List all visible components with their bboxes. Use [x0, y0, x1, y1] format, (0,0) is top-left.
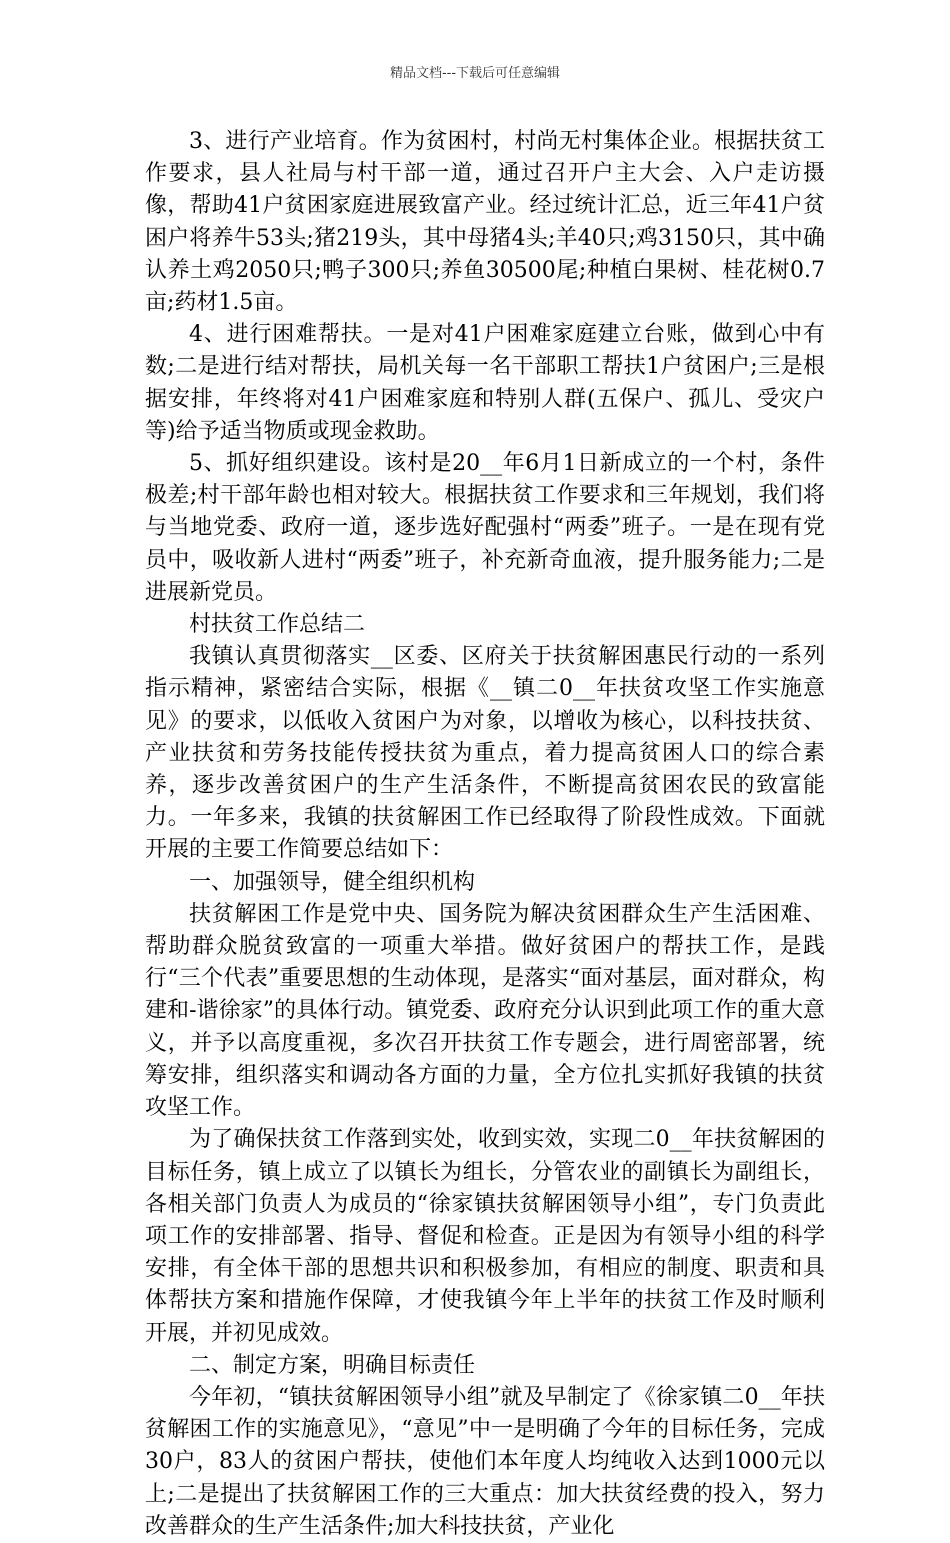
- page-header: 精品文档---下载后可任意编辑: [389, 66, 561, 81]
- document-body: [145, 126, 825, 1543]
- paragraph-plan: 今年初，“镇扶贫解困领导小组”就及早制定了《徐家镇二0__年扶贫解困工作的实施意见》，“意见”中一是明确了今年的目标任务，完成30户，83人的贫困户帮扶，使他们本年度人均纯收入达到1000元以上;二是提出了扶贫解困工作的三大重点：加大扶贫经费的投入，努力改善群众的生产生活条件;加大科技扶贫，产业化: [145, 1384, 825, 1539]
- paragraph-industry: 3、进行产业培育。作为贫困村，村尚无村集体企业。根据扶贫工作要求，县人社局与村干部一道，通过召开户主大会、入户走访摄像，帮助41户贫困家庭进展致富产业。经过统计汇总，近三年41户贫困户将养牛53头;猪219头，其中母猪4头;羊40只;鸡3150只，其中确认养土鸡2050只;鸭子300只;养鱼30500尾;种植白果树、桂花树0.7亩;药材1.5亩。: [145, 129, 825, 316]
- paragraph-assistance: 4、进行困难帮扶。一是对41户困难家庭建立台账，做到心中有数;二是进行结对帮扶，局机关每一名干部职工帮扶1户贫困户;三是根据安排，年终将对41户困难家庭和特别人群(五保户、孤儿、受灾户等)给予适当物质或现金救助。: [145, 322, 825, 444]
- paragraph-intro: 我镇认真贯彻落实__区委、区府关于扶贫解困惠民行动的一系列指示精神，紧密结合实际，根据《__镇二0__年扶贫攻坚工作实施意见》的要求，以低收入贫困户为对象，以增收为核心，以科技扶贫、产业扶贫和劳务技能传授扶贫为重点，着力提高贫困人口的综合素养，逐步改善贫困户的生产生活条件，不断提高贫困农民的致富能力。一年多来，我镇的扶贫解困工作已经取得了阶段性成效。下面就开展的主要工作简要总结如下：: [145, 644, 825, 863]
- paragraph-organization: 5、抓好组织建设。该村是20__年6月1日新成立的一个村，条件极差;村干部年龄也相对较大。根据扶贫工作要求和三年规划，我们将与当地党委、政府一道，逐步选好配强村“两委”班子。一是在现有党员中，吸收新人进村“两委”班子，补充新奇血液，提升服务能力;二是进展新党员。: [145, 451, 825, 605]
- paragraph-leadership: 扶贫解困工作是党中央、国务院为解决贫困群众生产生活困难、帮助群众脱贫致富的一项重大举措。做好贫困户的帮扶工作，是践行“三个代表”重要思想的生动体现，是落实“面对基层，面对群众，构建和-谐徐家”的具体行动。镇党委、政府充分认识到此项工作的重大意义，并予以高度重视，多次召开扶贫工作专题会，进行周密部署，统筹安排，组织落实和调动各方面的力量，全方位扎实抓好我镇的扶贫攻坚工作。: [145, 901, 825, 1121]
- heading-leadership: 一、加强领导，健全组织机构: [189, 869, 476, 895]
- heading-plan: 二、制定方案，明确目标责任: [189, 1352, 476, 1378]
- section-title-summary-two: 村扶贫工作总结二: [189, 612, 366, 638]
- paragraph-leading-group: 为了确保扶贫工作落到实处，收到实效，实现二0__年扶贫解困的目标任务，镇上成立了以镇长为组长，分管农业的副镇长为副组长，各相关部门负责人为成员的“徐家镇扶贫解困领导小组”，专门负责此项工作的安排部署、指导、督促和检查。正是因为有领导小组的科学安排，有全体干部的思想共识和积极参加，有相应的制度、职责和具体帮扶方案和措施作保障，才使我镇今年上半年的扶贫工作及时顺利开展，并初见成效。: [145, 1127, 825, 1346]
